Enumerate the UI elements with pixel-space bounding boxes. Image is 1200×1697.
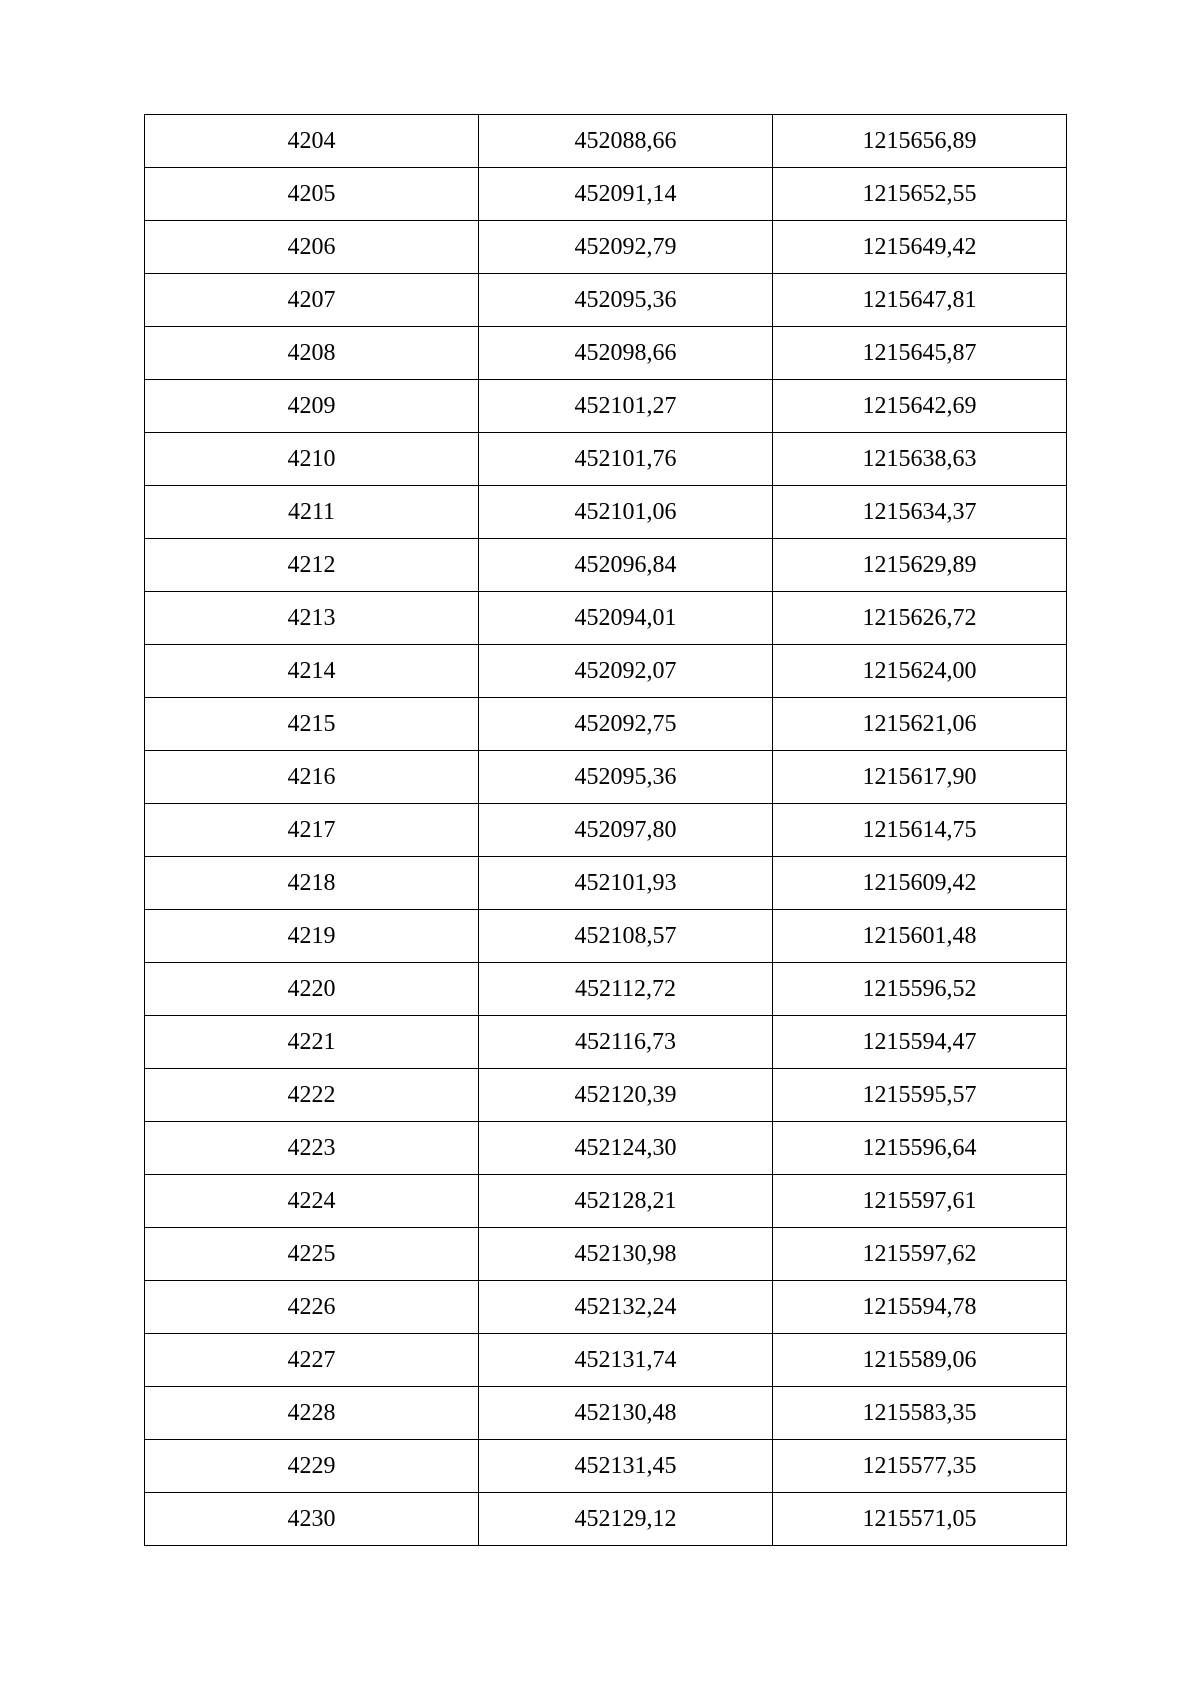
point-number-cell: 4215 bbox=[145, 698, 479, 751]
coordinates-table bbox=[144, 114, 1067, 1546]
x-coordinate-cell: 452095,36 bbox=[479, 274, 773, 327]
table-row bbox=[145, 1334, 1067, 1387]
x-coordinate-cell: 452129,12 bbox=[479, 1493, 773, 1546]
y-coordinate-cell: 1215597,62 bbox=[773, 1228, 1067, 1281]
x-coordinate-cell: 452130,98 bbox=[479, 1228, 773, 1281]
point-number-cell: 4217 bbox=[145, 804, 479, 857]
x-coordinate-cell: 452092,79 bbox=[479, 221, 773, 274]
x-coordinate-cell: 452128,21 bbox=[479, 1175, 773, 1228]
x-coordinate-cell: 452097,80 bbox=[479, 804, 773, 857]
table-row bbox=[145, 1016, 1067, 1069]
y-coordinate-cell: 1215596,52 bbox=[773, 963, 1067, 1016]
y-coordinate-cell: 1215589,06 bbox=[773, 1334, 1067, 1387]
x-coordinate-cell: 452108,57 bbox=[479, 910, 773, 963]
x-coordinate-cell: 452101,93 bbox=[479, 857, 773, 910]
point-number-cell: 4218 bbox=[145, 857, 479, 910]
y-coordinate-cell: 1215629,89 bbox=[773, 539, 1067, 592]
point-number-cell: 4223 bbox=[145, 1122, 479, 1175]
y-coordinate-cell: 1215621,06 bbox=[773, 698, 1067, 751]
table-row bbox=[145, 1122, 1067, 1175]
point-number-cell: 4214 bbox=[145, 645, 479, 698]
y-coordinate-cell: 1215642,69 bbox=[773, 380, 1067, 433]
x-coordinate-cell: 452095,36 bbox=[479, 751, 773, 804]
table-row bbox=[145, 327, 1067, 380]
y-coordinate-cell: 1215638,63 bbox=[773, 433, 1067, 486]
table-row bbox=[145, 645, 1067, 698]
table-row bbox=[145, 539, 1067, 592]
point-number-cell: 4206 bbox=[145, 221, 479, 274]
x-coordinate-cell: 452101,76 bbox=[479, 433, 773, 486]
table-row bbox=[145, 751, 1067, 804]
point-number-cell: 4227 bbox=[145, 1334, 479, 1387]
x-coordinate-cell: 452124,30 bbox=[479, 1122, 773, 1175]
table-row bbox=[145, 433, 1067, 486]
table-row bbox=[145, 274, 1067, 327]
table-row bbox=[145, 380, 1067, 433]
table-row bbox=[145, 1440, 1067, 1493]
x-coordinate-cell: 452091,14 bbox=[479, 168, 773, 221]
y-coordinate-cell: 1215601,48 bbox=[773, 910, 1067, 963]
y-coordinate-cell: 1215609,42 bbox=[773, 857, 1067, 910]
y-coordinate-cell: 1215626,72 bbox=[773, 592, 1067, 645]
coordinates-table-body bbox=[145, 115, 1067, 1546]
point-number-cell: 4210 bbox=[145, 433, 479, 486]
y-coordinate-cell: 1215624,00 bbox=[773, 645, 1067, 698]
y-coordinate-cell: 1215614,75 bbox=[773, 804, 1067, 857]
y-coordinate-cell: 1215617,90 bbox=[773, 751, 1067, 804]
point-number-cell: 4207 bbox=[145, 274, 479, 327]
table-row bbox=[145, 168, 1067, 221]
table-row bbox=[145, 486, 1067, 539]
table-row bbox=[145, 1069, 1067, 1122]
x-coordinate-cell: 452101,06 bbox=[479, 486, 773, 539]
point-number-cell: 4219 bbox=[145, 910, 479, 963]
point-number-cell: 4221 bbox=[145, 1016, 479, 1069]
y-coordinate-cell: 1215577,35 bbox=[773, 1440, 1067, 1493]
x-coordinate-cell: 452131,45 bbox=[479, 1440, 773, 1493]
x-coordinate-cell: 452132,24 bbox=[479, 1281, 773, 1334]
y-coordinate-cell: 1215634,37 bbox=[773, 486, 1067, 539]
point-number-cell: 4213 bbox=[145, 592, 479, 645]
y-coordinate-cell: 1215597,61 bbox=[773, 1175, 1067, 1228]
point-number-cell: 4222 bbox=[145, 1069, 479, 1122]
table-row bbox=[145, 963, 1067, 1016]
table-row bbox=[145, 698, 1067, 751]
y-coordinate-cell: 1215571,05 bbox=[773, 1493, 1067, 1546]
table-row bbox=[145, 910, 1067, 963]
x-coordinate-cell: 452130,48 bbox=[479, 1387, 773, 1440]
table-row bbox=[145, 1281, 1067, 1334]
x-coordinate-cell: 452094,01 bbox=[479, 592, 773, 645]
x-coordinate-cell: 452112,72 bbox=[479, 963, 773, 1016]
y-coordinate-cell: 1215649,42 bbox=[773, 221, 1067, 274]
point-number-cell: 4224 bbox=[145, 1175, 479, 1228]
table-row bbox=[145, 804, 1067, 857]
y-coordinate-cell: 1215583,35 bbox=[773, 1387, 1067, 1440]
table-row bbox=[145, 1228, 1067, 1281]
point-number-cell: 4205 bbox=[145, 168, 479, 221]
y-coordinate-cell: 1215594,78 bbox=[773, 1281, 1067, 1334]
table-row bbox=[145, 857, 1067, 910]
point-number-cell: 4226 bbox=[145, 1281, 479, 1334]
y-coordinate-cell: 1215645,87 bbox=[773, 327, 1067, 380]
table-row bbox=[145, 115, 1067, 168]
table-row bbox=[145, 221, 1067, 274]
table-row bbox=[145, 1493, 1067, 1546]
x-coordinate-cell: 452092,75 bbox=[479, 698, 773, 751]
x-coordinate-cell: 452088,66 bbox=[479, 115, 773, 168]
x-coordinate-cell: 452116,73 bbox=[479, 1016, 773, 1069]
point-number-cell: 4220 bbox=[145, 963, 479, 1016]
x-coordinate-cell: 452120,39 bbox=[479, 1069, 773, 1122]
point-number-cell: 4211 bbox=[145, 486, 479, 539]
point-number-cell: 4228 bbox=[145, 1387, 479, 1440]
y-coordinate-cell: 1215656,89 bbox=[773, 115, 1067, 168]
point-number-cell: 4208 bbox=[145, 327, 479, 380]
point-number-cell: 4212 bbox=[145, 539, 479, 592]
point-number-cell: 4209 bbox=[145, 380, 479, 433]
x-coordinate-cell: 452096,84 bbox=[479, 539, 773, 592]
table-row bbox=[145, 592, 1067, 645]
point-number-cell: 4225 bbox=[145, 1228, 479, 1281]
y-coordinate-cell: 1215647,81 bbox=[773, 274, 1067, 327]
table-row bbox=[145, 1387, 1067, 1440]
point-number-cell: 4216 bbox=[145, 751, 479, 804]
y-coordinate-cell: 1215594,47 bbox=[773, 1016, 1067, 1069]
x-coordinate-cell: 452131,74 bbox=[479, 1334, 773, 1387]
point-number-cell: 4229 bbox=[145, 1440, 479, 1493]
y-coordinate-cell: 1215652,55 bbox=[773, 168, 1067, 221]
point-number-cell: 4230 bbox=[145, 1493, 479, 1546]
y-coordinate-cell: 1215596,64 bbox=[773, 1122, 1067, 1175]
point-number-cell: 4204 bbox=[145, 115, 479, 168]
x-coordinate-cell: 452101,27 bbox=[479, 380, 773, 433]
y-coordinate-cell: 1215595,57 bbox=[773, 1069, 1067, 1122]
x-coordinate-cell: 452098,66 bbox=[479, 327, 773, 380]
table-row bbox=[145, 1175, 1067, 1228]
x-coordinate-cell: 452092,07 bbox=[479, 645, 773, 698]
